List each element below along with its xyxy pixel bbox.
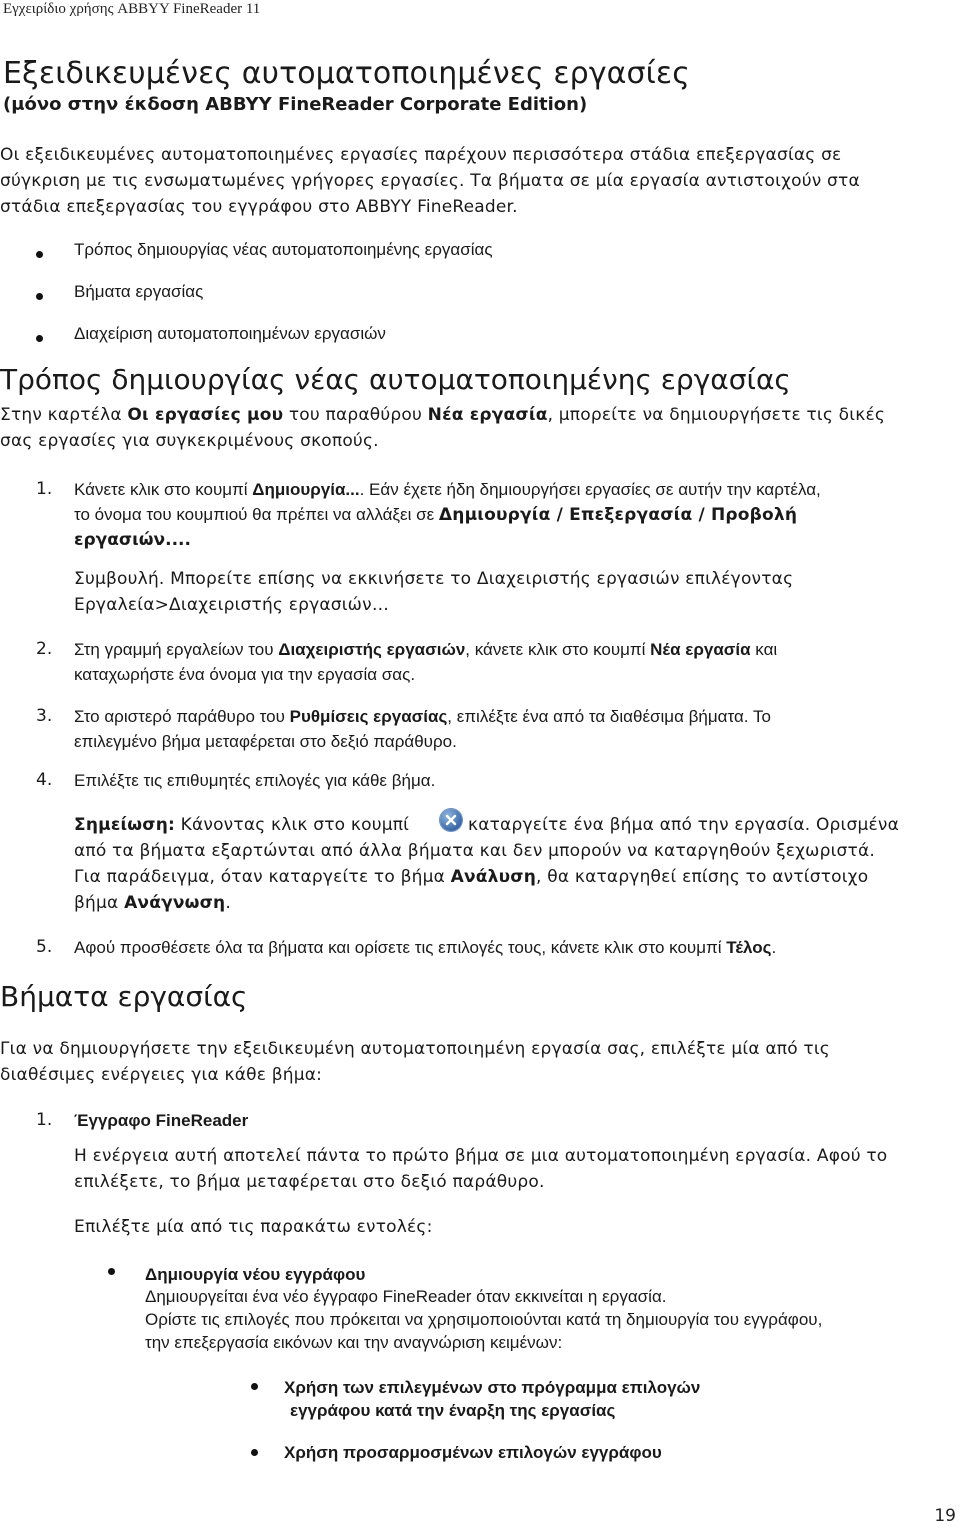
text-run: Αφού προσθέσετε όλα τα βήματα και ορίσετε τις επιλογές τους, κάνετε κλικ στο κουμπί: [74, 938, 727, 957]
ui-term-my-tasks: Οι εργασίες μου: [127, 405, 284, 425]
step3-line-1: [74, 704, 771, 730]
text-run: Στο αριστερό παράθυρο του: [74, 707, 290, 726]
text-run: , κάνετε κλικ στο κουμπί: [465, 640, 651, 659]
step2-line-1: [74, 637, 777, 663]
text-run: βήμα: [74, 893, 125, 913]
step4-note-line-2: από τα βήματα εξαρτώνται από άλλα βήματα και δεν μπορούν να καταργηθούν ξεχωριστά.: [74, 841, 875, 861]
step4-note-line-3: [74, 864, 868, 890]
step1-line-2: [74, 502, 797, 528]
step4-note-line-1-cont: καταργείτε ένα βήμα από την εργασία. Ορισμένα: [468, 815, 899, 835]
text-run: Στη γραμμή εργαλείων του: [74, 640, 279, 659]
intro-line-2: σύγκριση με τις ενσωματωμένες γρήγορες εργασίες. Τα βήματα σε μία εργασία αντιστοιχούν στα: [0, 171, 860, 191]
note-label: Σημείωση:: [74, 815, 176, 835]
ui-term-task-settings: Ρυθμίσεις εργασίας: [289, 707, 448, 726]
section1-intro-line-1: [0, 402, 885, 428]
text-run: .: [771, 938, 777, 957]
text-run: .: [225, 893, 231, 913]
step-number: 4.: [36, 770, 53, 790]
step4-note-line-1: [74, 812, 409, 838]
ui-term-create-edit-view: Δημιουργία / Επεξεργασία / Προβολή: [438, 505, 798, 525]
text-run: το όνομα του κουμπιού θα πρέπει να αλλάξει σε: [74, 505, 439, 524]
step1-line-3: [74, 527, 191, 553]
ui-term-use-custom: Χρήση προσαρμοσμένων επιλογών εγγράφου: [284, 1443, 662, 1462]
bullet-icon: [108, 1268, 115, 1275]
ui-term-finereader-document: Έγγραφο FineReader: [74, 1111, 249, 1130]
section1-intro-line-2: σας εργασίες για συγκεκριμένους σκοπούς.: [0, 431, 379, 451]
bullet-icon: [36, 251, 43, 258]
item1-desc-line-2: επιλέξετε, το βήμα μεταφέρεται στο δεξιό παράθυρο.: [74, 1172, 545, 1192]
text-run: του παραθύρου: [283, 405, 428, 425]
close-x-glyph: [445, 814, 457, 826]
ui-term-new-task: Νέα εργασία: [650, 640, 751, 659]
ui-term-new-task: Νέα εργασία: [427, 405, 548, 425]
option-desc-line-3: την επεξεργασία εικόνων και την αναγνώριση κειμένων:: [145, 1333, 563, 1352]
suboption-use-custom: [284, 1440, 662, 1466]
item1-title: [74, 1108, 248, 1134]
text-run: , μπορείτε να δημιουργήσετε τις δικές: [547, 405, 886, 425]
bullet-icon: [36, 293, 43, 300]
option-desc-line-2: Ορίστε τις επιλογές που πρόκειται να χρησιμοποιούνται κατά τη δημιουργία του εγγράφου,: [145, 1310, 823, 1329]
text-run: Κάνοντας κλικ στο κουμπί: [175, 815, 410, 835]
ui-term-finish: Τέλος: [726, 938, 772, 957]
bullet-icon: [251, 1449, 258, 1456]
text-run: . Εάν έχετε ήδη δημιουργήσει εργασίες σε αυτήν την καρτέλα,: [359, 480, 821, 499]
item1-desc-line-1: Η ενέργεια αυτή αποτελεί πάντα το πρώτο βήμα σε μια αυτοματοποιημένη εργασία. Αφού το: [74, 1146, 888, 1166]
ui-term-create-new-document: Δημιουργία νέου εγγράφου: [145, 1265, 366, 1284]
running-header: Εγχειρίδιο χρήσης ABBYY FineReader 11: [3, 1, 261, 17]
step4-line-1: Επιλέξτε τις επιθυμητές επιλογές για κάθε βήμα.: [74, 771, 436, 790]
step-number: 1.: [36, 1110, 53, 1130]
step3-line-2: επιλεγμένο βήμα μεταφέρεται στο δεξιό παράθυρο.: [74, 732, 457, 751]
step-number: 1.: [36, 479, 53, 499]
step-number: 3.: [36, 706, 53, 726]
step1-tip-line-2: Εργαλεία>Διαχειριστής εργασιών…: [74, 595, 390, 615]
toc-link-task-steps[interactable]: Βήματα εργασίας: [74, 282, 204, 301]
text-run: Για παράδειγμα, όταν καταργείτε το βήμα: [74, 867, 451, 887]
ui-term-use-selected: Χρήση των επιλεγμένων στο πρόγραμμα επιλογών: [284, 1378, 701, 1397]
step5-line-1: [74, 935, 776, 961]
section2-intro-line-2: διαθέσιμες ενέργειες για κάθε βήμα:: [0, 1065, 323, 1085]
option-desc-line-1: Δημιουργείται ένα νέο έγγραφο FineReader όταν εκκινείται η εργασία.: [145, 1287, 667, 1306]
toc-link-manage-tasks[interactable]: Διαχείριση αυτοματοποιημένων εργασιών: [74, 324, 386, 343]
page-title: Εξειδικευμένες αυτοματοποιημένες εργασίες: [3, 56, 690, 91]
intro-line-3: στάδια επεξεργασίας του εγγράφου στο ABBYY FineReader.: [0, 197, 518, 217]
section-heading-create-task: Τρόπος δημιουργίας νέας αυτοματοποιημένης εργασίας: [0, 363, 791, 396]
ui-term-at-task-start: εγγράφου κατά την έναρξη της εργασίας: [290, 1401, 616, 1420]
ui-term-recognition: Ανάγνωση: [124, 893, 226, 913]
step-number: 2.: [36, 639, 53, 659]
page-number: 19: [934, 1506, 956, 1526]
tip-label: Συμβουλή.: [74, 569, 165, 589]
text-run: και: [750, 640, 778, 659]
page-subtitle: (μόνο στην έκδοση ABBYY FineReader Corporate Edition): [3, 94, 588, 115]
ui-term-task-manager: Διαχειριστής εργασιών: [278, 640, 466, 659]
toc-link-create-task[interactable]: Τρόπος δημιουργίας νέας αυτοματοποιημένης εργασίας: [74, 240, 493, 259]
text-run: , θα καταργηθεί επίσης το αντίστοιχο: [536, 867, 869, 887]
intro-line-1: Οι εξειδικευμένες αυτοματοποιημένες εργασίες παρέχουν περισσότερα στάδια επεξεργασίας σε: [0, 145, 842, 165]
ui-term-analysis: Ανάλυση: [450, 867, 537, 887]
ui-term-create: Δημιουργία...: [252, 480, 360, 499]
section2-intro-line-1: Για να δημιουργήσετε την εξειδικευμένη αυτοματοποιημένη εργασία σας, επιλέξτε μία από τις: [0, 1039, 830, 1059]
bullet-icon: [251, 1383, 258, 1390]
step-number: 5.: [36, 937, 53, 957]
text-run: Κάνετε κλικ στο κουμπί: [74, 480, 253, 499]
bullet-icon: [36, 335, 43, 342]
remove-step-icon: [440, 809, 462, 831]
step1-line-1: [74, 477, 821, 503]
ui-term-tasks: εργασιών....: [74, 530, 191, 550]
text-run: Μπορείτε επίσης να εκκινήσετε το Διαχειριστής εργασιών επιλέγοντας: [164, 569, 794, 589]
step1-tip-line-1: [74, 566, 793, 592]
suboption-use-selected-line-2: [290, 1398, 615, 1424]
text-run: Στην καρτέλα: [0, 405, 128, 425]
step2-line-2: καταχωρήστε ένα όνομα για την εργασία σας.: [74, 665, 416, 684]
section-heading-task-steps: Βήματα εργασίας: [0, 980, 248, 1013]
item1-choose: Επιλέξτε μία από τις παρακάτω εντολές:: [74, 1217, 433, 1237]
text-run: , επιλέξτε ένα από τα διαθέσιμα βήματα. Το: [447, 707, 771, 726]
step4-note-line-4: [74, 890, 231, 916]
